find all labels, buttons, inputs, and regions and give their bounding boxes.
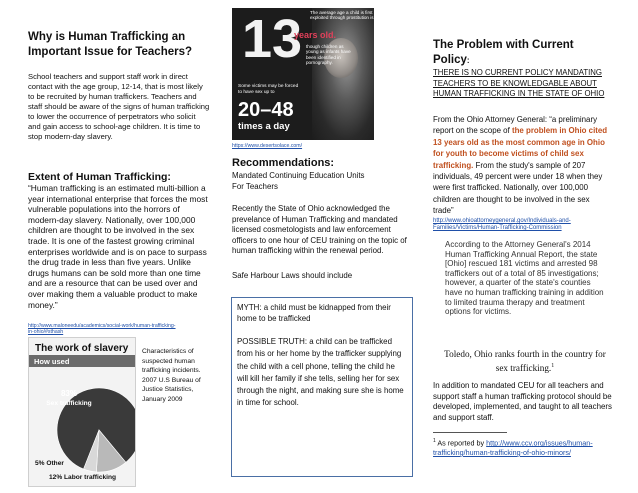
- toledo-text: Toledo, Ohio ranks fourth in the country for sex trafficking.: [444, 349, 606, 374]
- myth-truth-box: [231, 297, 413, 477]
- poster-source-link[interactable]: https://www.desertsolace.com/: [232, 143, 303, 149]
- ag-post: From the study's sample of 207 individuals, 49 percent were under 18 when they were first trafficked. Nationally, over 100,000 children are thought to be involved in the sex trade”: [433, 160, 603, 216]
- annual-report-paragraph: According to the Attorney General's 2014 Human Trafficking Annual Report, the state [Ohio] rescued 181 victims and arrested 98 traffickers out of a total of 85 investigations; however, a quarter of the state's counties have no human trafficking training in addition to limited trauma therapy and treatment options for victims.: [445, 240, 604, 317]
- footnote: [433, 437, 615, 458]
- chart-subtitle: How used: [34, 357, 70, 366]
- pie-value-label-0: 83%: [60, 389, 78, 398]
- problem-heading-text: The Problem with Current Policy: [433, 39, 574, 66]
- ag-pre: From the Ohio Attorney General: “a preliminary report on the scope of: [433, 115, 598, 136]
- pie-value-label-2: 5% Other: [35, 460, 64, 467]
- problem-heading: [433, 38, 593, 68]
- poster-big-number: 13: [242, 9, 303, 69]
- intro-paragraph: School teachers and support staff work in direct contact with the age group, 12-14, that is most likely to be recruited by human traffickers. Teachers and staff should be aware of the signs of human trafficking to lower the occurrence of perpetrators who solicit and gain access to school-age children. It is time to stop modern-day slavery.: [28, 72, 210, 141]
- problem-heading-colon: :: [466, 56, 470, 65]
- pie-category-label-0: Sex trafficking: [46, 400, 92, 407]
- myth-text: MYTH: a child must be kidnapped from their home to be trafficked: [237, 303, 391, 323]
- extent-source-link[interactable]: http://www.maloneedu/academics/social-work/human-trafficking-in-ohio/#sthash: [28, 323, 176, 335]
- work-of-slavery-chart: [28, 337, 136, 487]
- footnote-link[interactable]: http://www.ccv.org/issues/human-trafficking/human-trafficking-of-ohio-minors/: [433, 438, 593, 457]
- pie-value-label-1: 12% Labor trafficking: [49, 474, 117, 481]
- ag-highlight: the problem in Ohio cited 13 years old as the most common age in Ohio for youth to become victims of child sex trafficking.: [433, 126, 608, 170]
- poster-line1: The average age a child is first exploited through prostitution is: [310, 10, 374, 21]
- child-exploitation-poster: [232, 8, 374, 140]
- poster-line2: though children as young as infants have been identified in pornography.: [306, 44, 351, 66]
- slavery-chart-svg: [29, 338, 135, 486]
- recommendations-heading: Recommendations:: [232, 157, 335, 169]
- poster-forced: Some victims may be forced to have sex up to: [238, 84, 299, 95]
- attorney-general-paragraph: [433, 114, 611, 217]
- ag-source-link[interactable]: http://www.ohioattorneygeneral.gov/Individuals-and-Families/Victims/Human-Trafficking-Commission: [433, 218, 571, 232]
- toledo-statement: [439, 348, 611, 375]
- rec-sub1: Mandated Continuing Education Units: [232, 171, 365, 180]
- poster-years-old: years old.: [294, 30, 337, 40]
- chart-caption: Characteristics of suspected human trafficking incidents. 2007 U.S Bureau of Justice Statistics, January 2009: [142, 348, 201, 403]
- footnote-number: 1: [433, 438, 436, 444]
- safe-harbour-text: Safe Harbour Laws should include: [232, 271, 353, 280]
- truth-text: POSSIBLE TRUTH: a child can be trafficked from his or her home by the trafficker supplying the child with a cell phone, telling the child he will kill her family if she tells, selling her for sex through the night, and making sure she is home in time for school.: [237, 337, 404, 408]
- poster-range: 20–48: [238, 99, 294, 121]
- why-heading: Why is Human Trafficking an Important Issue for Teachers?: [28, 31, 193, 58]
- poster-times: times a day: [238, 121, 290, 132]
- rec-paragraph: Recently the State of Ohio acknowledged the prevelance of Human Trafficking and mandated licensed cosmetologists and law enforcement officers to one hour of CEU training on the topic of human trafficking within the renewal period.: [232, 204, 407, 256]
- footnote-text: As reported by: [437, 438, 487, 448]
- extent-paragraph: “Human trafficking is an estimated multi-billion a year international enterprise that forces the most vulnerable populations into the horrors of modern-day slavery. Nationally, over 100,000 children are thought to be involved in the sex trade. It is one of the fastest growing criminal enterprises worldwide and is on pace to surpass the drug trade in less than five years. Unlike drugs humans can be sold more than one time and are a resource that can be used over and over making them a valuable product to make money.”: [28, 183, 208, 310]
- toledo-footnote-ref: 1: [551, 363, 555, 370]
- rec-sub2: For Teachers: [232, 182, 278, 191]
- addition-paragraph: In addition to mandated CEU for all teachers and support staff a human trafficking protocol should be developed, implemented, and taught to all teachers and support staff.: [433, 381, 612, 422]
- no-policy-caps: THERE IS NO CURRENT POLICY MANDATING TEACHERS TO BE KNOWLEDGABLE ABOUT HUMAN TRAFFICKING IN THE STATE OF OHIO: [433, 68, 605, 99]
- chart-title: The work of slavery: [35, 343, 129, 354]
- extent-heading: Extent of Human Trafficking:: [28, 171, 171, 183]
- footnote-divider: [433, 432, 507, 433]
